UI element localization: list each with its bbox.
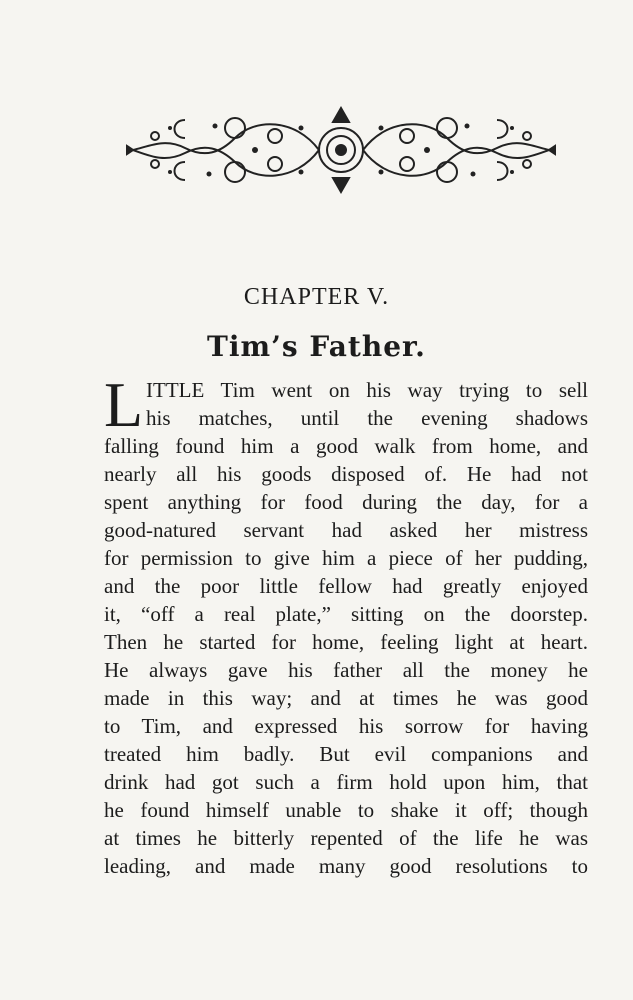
text-line: good-natured servant had asked her mistress: [104, 518, 588, 542]
text-line: Then he started for home, feeling light at heart.: [104, 630, 588, 654]
text-line: [104, 376, 588, 404]
text-line: He always gave his father all the money he: [104, 658, 588, 682]
text-line: to Tim, and expressed his sorrow for having: [104, 714, 588, 738]
first-word-smallcaps: ITTLE: [146, 378, 205, 402]
text-line: falling found him a good walk from home, and: [104, 434, 588, 458]
text-line: his matches, until the evening shadows: [146, 406, 588, 430]
text-line-content: Tim went on his way trying to sell: [220, 378, 589, 402]
chapter-heading: CHAPTER V.: [243, 284, 390, 310]
text-line: he found himself unable to shake it off; though: [104, 798, 588, 822]
text-line: at times he bitterly repented of the life he was: [104, 826, 588, 850]
text-line: for permission to give him a piece of her pudding,: [104, 546, 588, 570]
text-line: nearly all his goods disposed of. He had not: [104, 462, 588, 486]
drop-cap-letter: L: [104, 369, 144, 440]
text-line: drink had got such a firm hold upon him, that: [104, 770, 588, 794]
text-line: leading, and made many good resolutions to: [104, 854, 588, 878]
text-line: spent anything for food during the day, for a: [104, 490, 588, 514]
text-line: and the poor little fellow had greatly enjoyed: [104, 574, 588, 598]
text-line: it, “off a real plate,” sitting on the doorstep.: [104, 602, 588, 626]
chapter-body-text: [104, 369, 589, 880]
text-line: made in this way; and at times he was good: [104, 686, 588, 710]
decorative-headpiece-ornament: [125, 98, 557, 206]
chapter-title: Tim’s Father.: [207, 330, 426, 363]
text-line: treated him badly. But evil companions and: [104, 742, 588, 766]
